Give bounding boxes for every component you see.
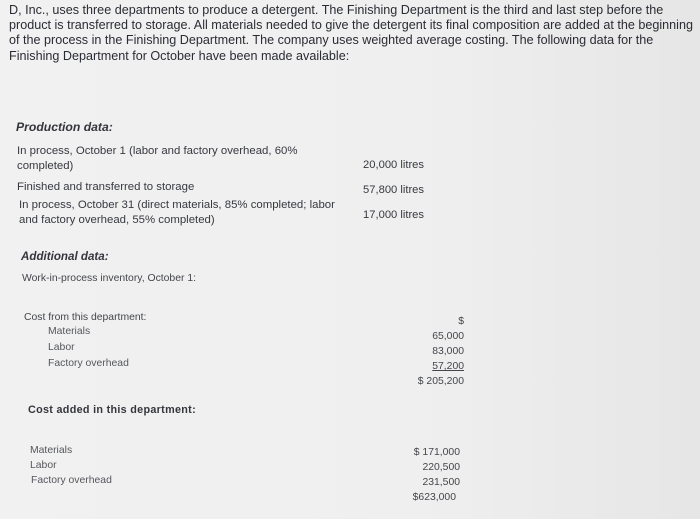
- cost-added-heading: Cost added in this department:: [28, 404, 196, 416]
- added-labor-label: Labor: [30, 460, 57, 471]
- problem-intro-paragraph: D, Inc., uses three departments to produce a detergent. The Finishing Department is the third and last step before the product is transferred to storage. All materials needed to give the detergent its final composition are added at the beginning of the process in the Finishing Department. The company uses weighted average costing. The following data for the Finishing Department for October have been made available:: [9, 3, 693, 63]
- added-factory-overhead-label: Factory overhead: [31, 475, 112, 486]
- cost-from-department-label: Cost from this department:: [24, 312, 147, 323]
- added-total-value: $623,000: [412, 492, 456, 503]
- added-materials-label: Materials: [30, 445, 73, 456]
- production-row-1-label: In process, October 1 (labor and factory overhead, 60% completed): [17, 145, 298, 172]
- wip-inventory-label: Work-in-process inventory, October 1:: [22, 273, 197, 284]
- additional-data-heading: Additional data:: [21, 250, 109, 263]
- production-row-2-value: 57,800 litres: [363, 184, 424, 196]
- production-data-heading: Production data:: [16, 120, 113, 134]
- currency-symbol: $: [458, 316, 464, 327]
- wip-labor-value: 83,000: [432, 346, 464, 357]
- wip-materials-value: 65,000: [432, 331, 464, 342]
- production-row-1-value: 20,000 litres: [363, 159, 424, 171]
- wip-factory-overhead-value: 57,200: [432, 361, 464, 372]
- wip-materials-label: Materials: [48, 326, 91, 337]
- wip-factory-overhead-label: Factory overhead: [48, 358, 129, 369]
- added-materials-value: $ 171,000: [413, 447, 460, 458]
- production-row-3-label: In process, October 31 (direct materials, 85% completed; labor and factory overhead, 55% completed): [19, 199, 335, 226]
- production-row-2-label: Finished and transferred to storage: [17, 181, 195, 193]
- added-labor-value: 220,500: [422, 462, 460, 473]
- production-row-3-value: 17,000 litres: [363, 209, 424, 221]
- added-factory-overhead-value: 231,500: [422, 477, 460, 488]
- wip-labor-label: Labor: [48, 342, 75, 353]
- wip-total-value: $ 205,200: [417, 376, 464, 387]
